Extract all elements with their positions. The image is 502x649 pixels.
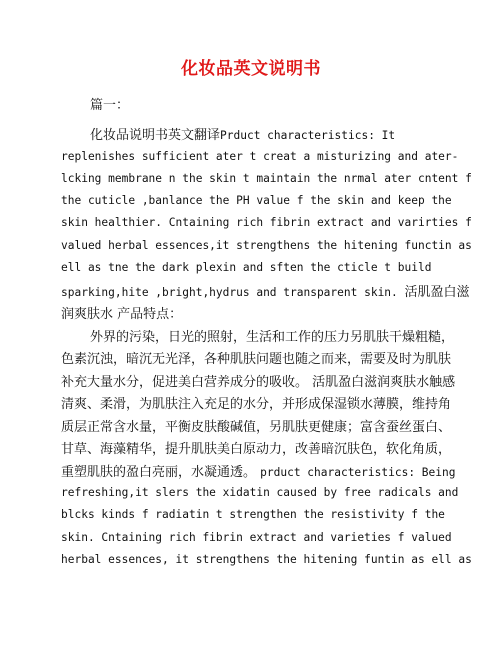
text-line (61, 258, 431, 276)
text-segment: blcks kinds f radiatin t strengthen the resistivity f the (61, 508, 445, 521)
text-segment: lcking membrane n the skin t maintain the nrmal ater cntent f (61, 172, 472, 185)
text-segment: 补充大量水分，促进美白营养成分的吸收。 活肌盈白滋润爽肤水触感 (61, 375, 456, 390)
text-segment: 甘草、海藻精华，提升肌肤美白原动力，改善暗沉肤色，软化角质， (61, 442, 452, 457)
text-segment: herbal essences, it strengthens the hitening funtin as ell as (61, 553, 472, 566)
text-segment: 质层正常含水量，平衡皮肤酸碱值，另肌肤更健康；富含蚕丝蛋白、 (61, 420, 452, 435)
text-segment: replenishes sufficient ater t creat a misturizing and ater- (61, 150, 459, 163)
text-line (61, 191, 452, 209)
text-line (61, 393, 451, 413)
text-line (61, 281, 470, 301)
text-line (61, 348, 451, 368)
text-segment: 外界的污染，日光的照射，生活和工作的压力另肌肤干燥粗糙， (90, 330, 455, 345)
text-line (61, 505, 445, 523)
text-segment: 润爽肤水 产品特点： (61, 307, 183, 322)
text-segment: skin. Cntaining rich fibrin extract and varieties f valued (61, 531, 452, 544)
text-segment: 重塑肌肤的盈白亮丽，水凝通透。 (61, 465, 261, 480)
text-line (61, 236, 472, 254)
text-segment: valued herbal essences,it strengthens the hitening functin as (61, 239, 472, 252)
text-line (61, 213, 472, 231)
text-segment: 色素沉浊，暗沉无光泽，各种肌肤问题也随之而来，需要及时为肌肤 (61, 352, 452, 367)
text-segment: skin healthier. Cntaining rich fibrin extract and varirties f (61, 216, 472, 229)
text-segment: 化妆品说明书英文翻译 (90, 128, 221, 143)
text-line (61, 303, 182, 323)
text-segment: prduct characteristics: Being (260, 466, 456, 479)
text-line (61, 147, 458, 165)
text-line (61, 371, 455, 391)
text-line (61, 528, 452, 546)
section-label: 篇一： (90, 98, 130, 113)
text-line (61, 483, 458, 501)
text-line (61, 438, 451, 458)
text-line (61, 416, 451, 436)
text-segment: 活肌盈白滋 (404, 285, 470, 300)
text-line (61, 461, 455, 481)
text-segment: the cuticle ,banlance the PH value f the skin and keep the (61, 194, 452, 207)
text-line (61, 550, 472, 568)
text-segment: refreshing,it slers the xidatin caused by free radicals and (61, 486, 459, 499)
text-segment: Prduct characteristics: It (220, 129, 396, 142)
text-segment: ell as tne the dark plexin and sften the cticle t build (61, 261, 432, 274)
text-line (61, 169, 472, 187)
text-line (90, 326, 454, 346)
text-segment: sparking,hite ,bright,hydrus and transparent skin. (61, 286, 405, 299)
text-line (90, 124, 395, 144)
document-title: 化妆品英文说明书 (181, 59, 321, 79)
text-segment: 清爽、柔滑，为肌肤注入充足的水分，并形成保湿锁水薄膜，维持角 (61, 397, 452, 412)
